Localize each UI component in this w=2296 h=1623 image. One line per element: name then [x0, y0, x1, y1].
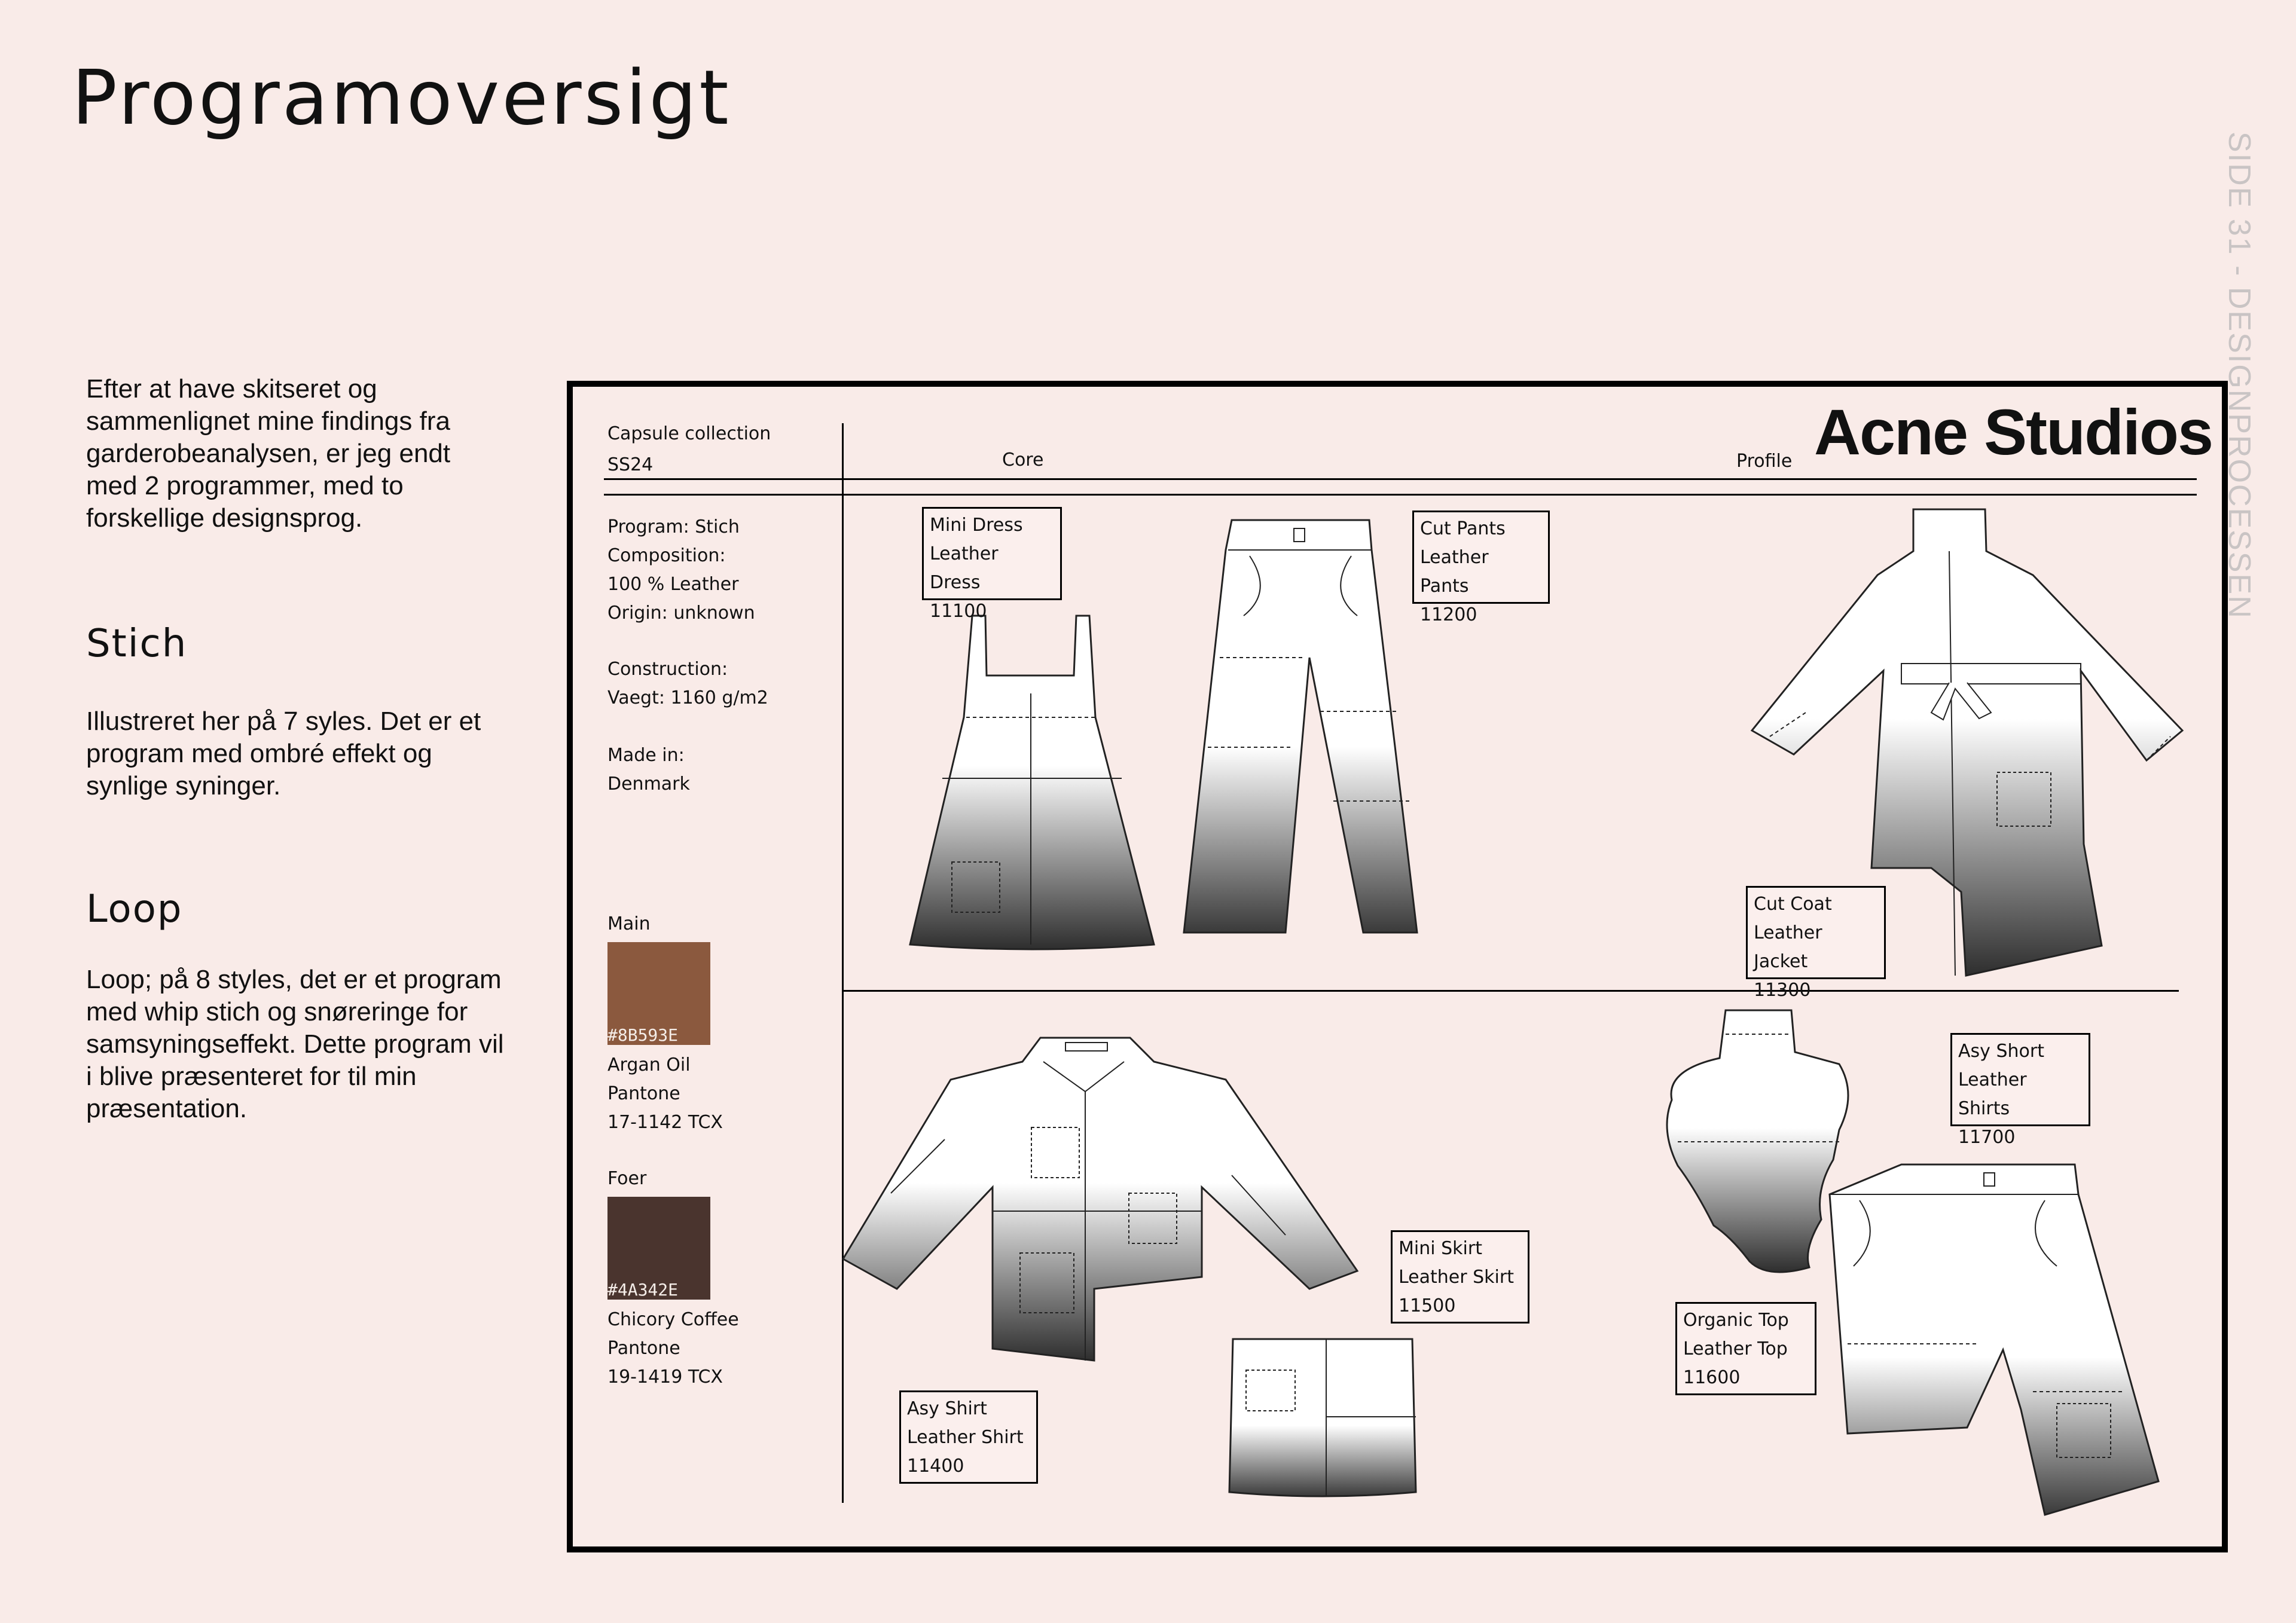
organic-top-sketch: [1660, 1010, 1851, 1279]
color-hex-lining: #4A342E: [607, 1280, 679, 1300]
style-name: Cut Coat: [1754, 894, 1832, 915]
program-name: Program: Stich: [607, 516, 740, 537]
color-code-main: 17-1142 TCX: [607, 1112, 723, 1133]
mini-dress-sketch: [906, 616, 1158, 950]
style-tag-mini-skirt: [1391, 1230, 1529, 1324]
mini-skirt-sketch: [1227, 1339, 1418, 1500]
style-type: Leather Pants: [1420, 547, 1489, 597]
style-number: 11600: [1683, 1367, 1741, 1388]
origin-value: Origin: unknown: [607, 603, 755, 623]
page-number-label: SIDE 31 - DESIGNPROCESSEN: [2222, 132, 2257, 619]
column-core-label: Core: [1002, 450, 1044, 470]
style-name: Mini Dress: [930, 515, 1023, 536]
color-swatch-main: [607, 942, 710, 1045]
style-number: 11200: [1420, 604, 1477, 625]
color-system-main: Pantone: [607, 1083, 680, 1104]
style-type: Leather Shirts: [1958, 1069, 2027, 1119]
style-name: Cut Pants: [1420, 518, 1506, 539]
style-name: Mini Skirt: [1399, 1238, 1482, 1259]
style-number: 11700: [1958, 1127, 2016, 1148]
season-label: SS24: [607, 454, 654, 475]
brand-logo: Acne Studios: [1814, 396, 2213, 468]
color-swatch-lining: [607, 1197, 710, 1300]
composition-label: Composition:: [607, 545, 726, 566]
style-tag-asy-short: [1950, 1033, 2090, 1148]
section-heading-loop: Loop: [86, 887, 183, 931]
color-system-lining: Pantone: [607, 1338, 680, 1359]
section-text-stich: Illustreret her på 7 syles. Det er et program med ombré effekt og synlige syninger.: [86, 707, 481, 800]
style-name: Asy Short: [1958, 1041, 2044, 1062]
style-name: Asy Shirt: [907, 1398, 987, 1419]
style-tag-cut-coat: [1746, 886, 1886, 1001]
color-hex-main: #8B593E: [607, 1025, 679, 1045]
style-type: Leather Top: [1683, 1338, 1788, 1359]
color-name-main: Argan Oil: [607, 1055, 691, 1075]
style-number: 11400: [907, 1456, 964, 1477]
section-text-loop: Loop; på 8 styles, det er et program med whip stich og snøreringe for samsyningseffekt. Dette program vil i blive præsenteret for til min præsentation.: [86, 965, 504, 1123]
row-divider: [842, 990, 2179, 992]
color-role-main: Main: [607, 913, 651, 934]
made-in-label: Made in:: [607, 745, 685, 766]
section-heading-stich: Stich: [86, 622, 188, 666]
style-tag-organic-top: [1675, 1302, 1816, 1395]
asy-short-sketch: [1824, 1164, 2158, 1523]
style-type: Leather Skirt: [1399, 1267, 1514, 1288]
style-number: 11500: [1399, 1295, 1456, 1316]
style-tag-cut-pants: [1412, 511, 1550, 625]
color-role-lining: Foer: [607, 1168, 647, 1189]
color-code-lining: 19-1419 TCX: [607, 1367, 723, 1387]
color-name-lining: Chicory Coffee: [607, 1309, 739, 1330]
style-type: Leather Dress: [930, 543, 999, 593]
construction-label: Construction:: [607, 659, 728, 680]
style-type: Leather Jacket: [1754, 922, 1822, 972]
style-type: Leather Shirt: [907, 1427, 1024, 1448]
style-number: 11300: [1754, 980, 1811, 1001]
made-in-value: Denmark: [607, 774, 690, 794]
cut-pants-sketch: [1184, 520, 1417, 939]
collection-label: Capsule collection: [607, 423, 771, 444]
weight-value: Vaegt: 1160 g/m2: [607, 687, 768, 708]
asy-shirt-sketch: [843, 1038, 1363, 1373]
page-title: Programoversigt: [72, 54, 731, 142]
style-name: Organic Top: [1683, 1310, 1789, 1331]
style-tag-mini-dress: [922, 507, 1062, 622]
composition-value: 100 % Leather: [607, 574, 739, 595]
intro-text: Efter at have skitseret og sammenlignet mine findings fra garderobeanalysen, er jeg endt med 2 programmer, med to forskellige designsprog.: [86, 374, 451, 533]
style-number: 11100: [930, 601, 987, 622]
style-tag-asy-shirt: [899, 1390, 1038, 1484]
column-profile-label: Profile: [1736, 451, 1793, 472]
